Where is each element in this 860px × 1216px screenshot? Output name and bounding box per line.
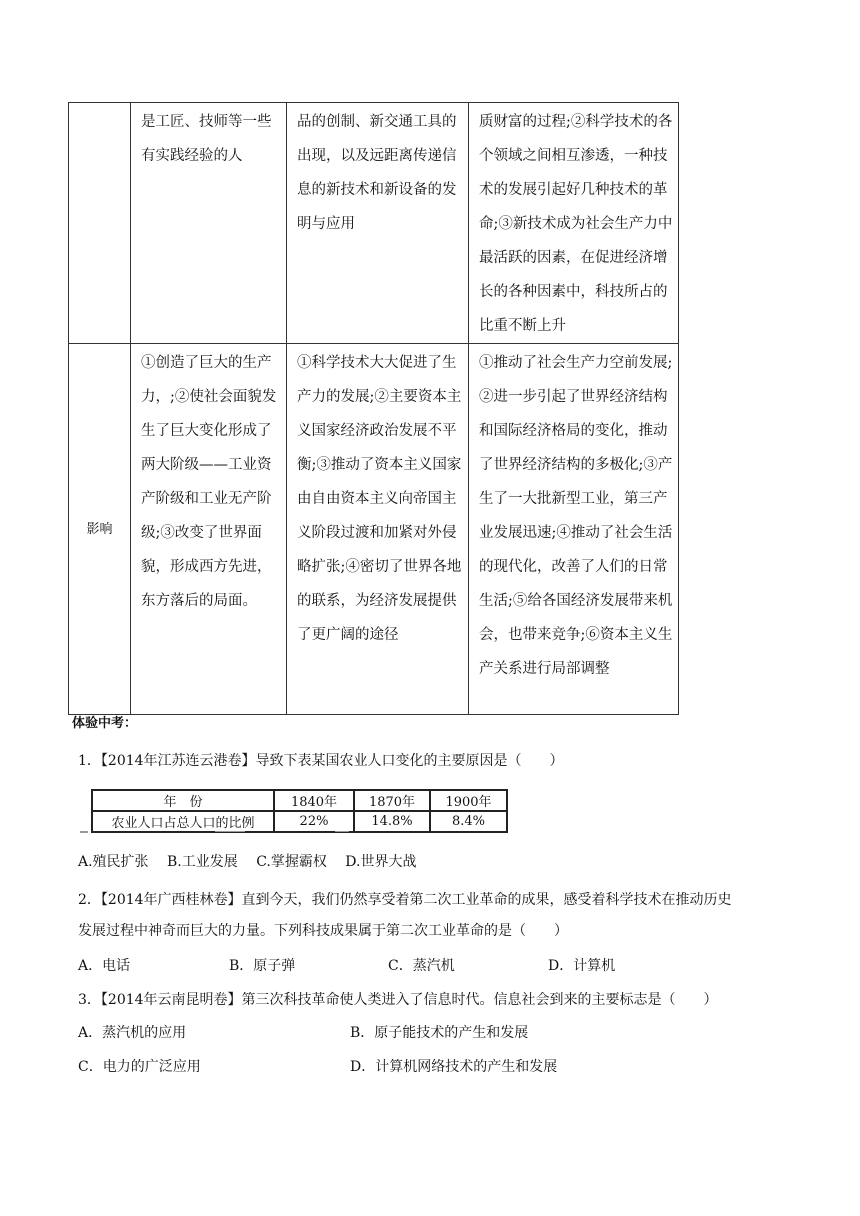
population-table-image — [91, 789, 508, 833]
third-revolution-cell: 质财富的过程;②科学技术的各个领域之间相互渗透，一种技术的发展引起好几种技术的革命;③新技术成为社会生产力中最活跃的因素，在促进经济增长的各种因素中，科技所占的比重不断上升 — [469, 103, 679, 344]
data-cell: 14.8% — [354, 811, 430, 832]
question-3-option-c: C．电力的广泛应用 — [78, 1059, 201, 1075]
question-2-option-d: D．计算机 — [548, 958, 616, 974]
scan-artifact — [215, 831, 245, 832]
data-cell: 22% — [274, 811, 354, 832]
scan-artifact — [335, 831, 349, 832]
question-3-stem: 3．【2014年云南昆明卷】第三次科技革命使人类进入了信息时代。信息社会到来的主要标志是（ ） — [78, 992, 718, 1008]
header-cell: 1840年 — [274, 790, 354, 811]
table-row — [92, 811, 507, 832]
scan-artifact — [80, 831, 88, 833]
header-cell: 1870年 — [354, 790, 430, 811]
question-2-option-b: B．原子弹 — [229, 958, 296, 974]
section-heading: 体验中考： — [72, 716, 138, 731]
row-label — [69, 103, 131, 344]
second-revolution-cell: 品的创制、新交通工具的出现，以及远距离传递信息的新技术和新设备的发明与应用 — [287, 103, 469, 344]
question-2-stem-line2: 发展过程中神奇而巨大的力量。下列科技成果属于第二次工业革命的是（ ） — [78, 923, 568, 939]
revolution-comparison-table — [68, 102, 679, 715]
header-cell: 1900年 — [430, 790, 507, 811]
question-3-option-d: D．计算机网络技术的产生和发展 — [350, 1059, 558, 1075]
question-2-option-c: C．蒸汽机 — [388, 958, 455, 974]
table-row — [69, 344, 679, 715]
first-revolution-cell: 是工匠、技师等一些有实践经验的人 — [131, 103, 287, 344]
question-1-stem: 1．【2014年江苏连云港卷】导致下表某国农业人口变化的主要原因是（ ） — [78, 753, 564, 769]
row-label-impact: 影响 — [69, 344, 131, 715]
question-3-option-a: A．蒸汽机的应用 — [78, 1025, 187, 1041]
second-revolution-impact-cell: ①科学技术大大促进了生产力的发展;②主要资本主义国家经济政治发展不平衡;③推动了资本主义国家由自由资本主义向帝国主义阶段过渡和加紧对外侵略扩张;④密切了世界各地的联系，为经济发展提供了更广阔的途径 — [287, 344, 469, 715]
data-cell: 8.4% — [430, 811, 507, 832]
header-cell: 年 份 — [92, 790, 274, 811]
question-2-stem-line1: 2．【2014年广西桂林卷】直到今天，我们仍然享受着第二次工业革命的成果，感受着科学技术在推动历史 — [78, 892, 732, 908]
table-row — [92, 790, 507, 811]
third-revolution-impact-cell: ①推动了社会生产力空前发展;②进一步引起了世界经济结构和国际经济格局的变化，推动了世界经济结构的多极化;③产生了一大批新型工业，第三产业发展迅速;④推动了社会生活的现代化，改善了人们的日常生活;⑤给各国经济发展带来机会，也带来竞争;⑥资本主义生产关系进行局部调整 — [469, 344, 679, 715]
question-2-option-a: A．电话 — [78, 958, 131, 974]
first-revolution-impact-cell: ①创造了巨大的生产力，;②使社会面貌发生了巨大变化形成了两大阶级——工业资产阶级和工业无产阶级;③改变了世界面貌，形成西方先进，东方落后的局面。 — [131, 344, 287, 715]
table-row — [69, 103, 679, 344]
data-cell: 农业人口占总人口的比例 — [92, 811, 274, 832]
question-3-option-b: B．原子能技术的产生和发展 — [350, 1025, 529, 1041]
question-1-options: A.殖民扩张 B.工业发展 C.掌握霸权 D.世界大战 — [78, 854, 417, 870]
